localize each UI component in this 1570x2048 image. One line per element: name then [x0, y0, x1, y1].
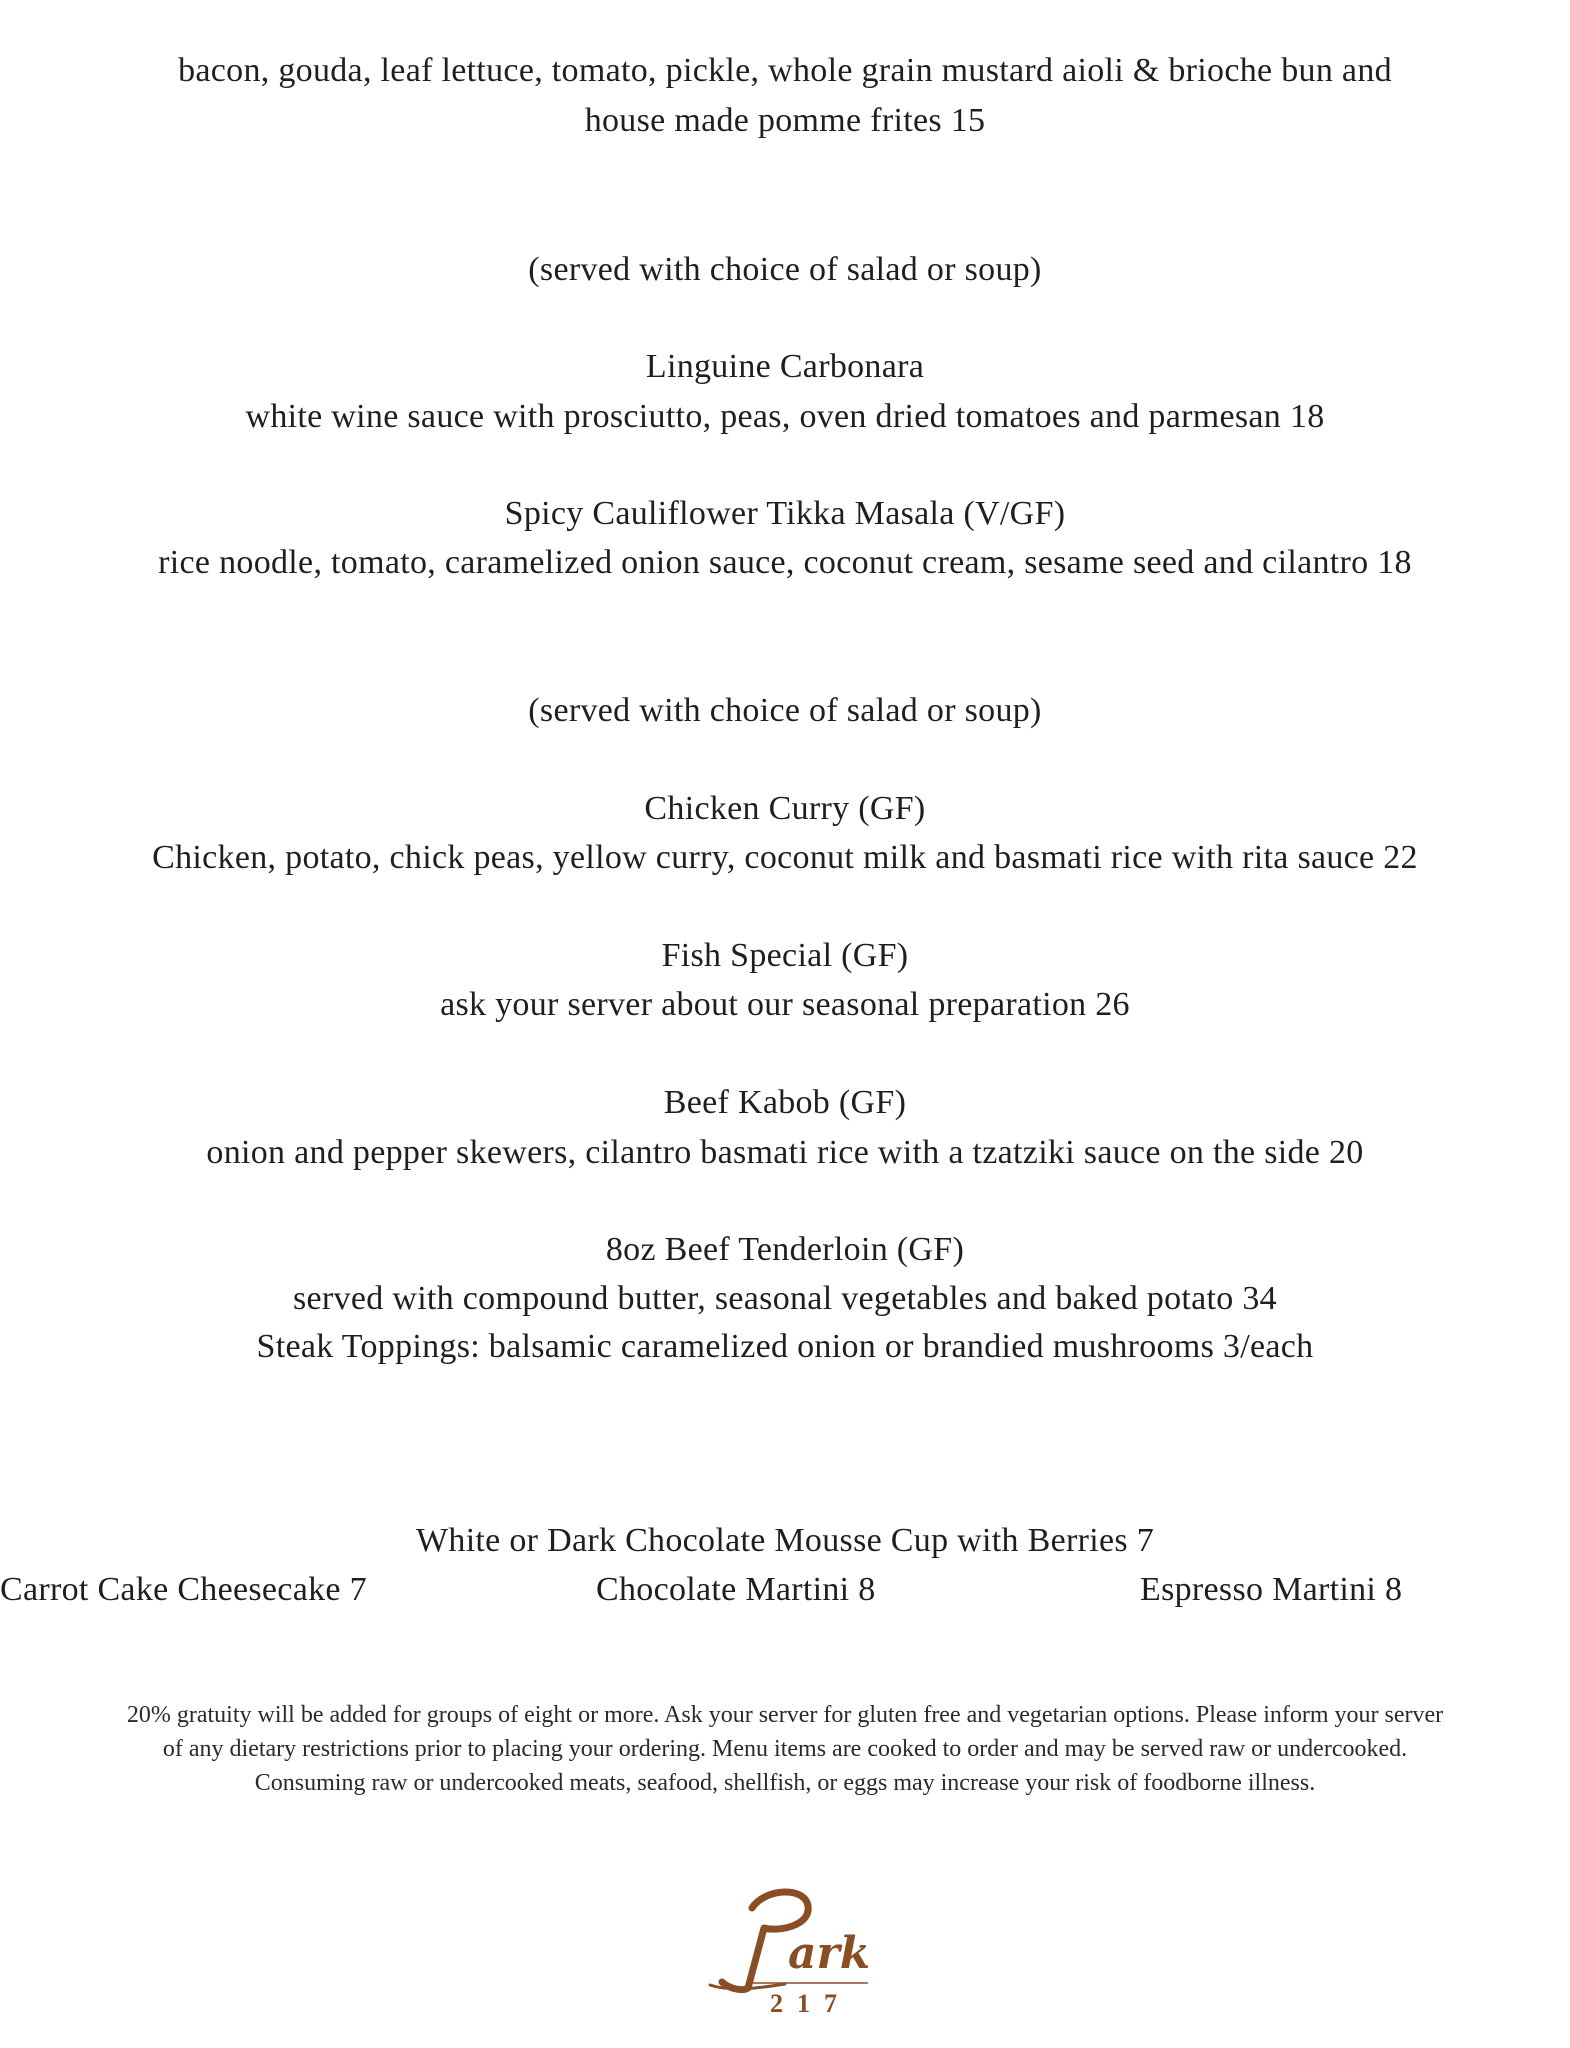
disclaimer-line-2: of any dietary restrictions prior to placing your ordering. Menu items are cooked to order and may be served raw or undercooked. [162, 1736, 1408, 1762]
logo-wordmark-text: ark [788, 1928, 871, 1979]
entree-section-note: (served with choice of salad or soup) [528, 692, 1042, 729]
park-217-logo [690, 1880, 890, 2025]
pasta-section-note: (served with choice of salad or soup) [528, 251, 1042, 288]
dessert-item-espresso-martini: Espresso Martini 8 [1140, 1571, 1403, 1608]
menu-item-description-chicken-curry: Chicken, potato, chick peas, yellow curry, coconut milk and basmati rice with rita sauce 22 [152, 839, 1418, 876]
disclaimer-line-1: 20% gratuity will be added for groups of eight or more. Ask your server for gluten free and vegetarian options. Please inform your server [126, 1702, 1444, 1728]
menu-item-description-linguine: white wine sauce with prosciutto, peas, oven dried tomatoes and parmesan 18 [245, 398, 1325, 435]
menu-item-title-tikka-masala: Spicy Cauliflower Tikka Masala (V/GF) [504, 495, 1066, 532]
menu-item-title-fish-special: Fish Special (GF) [661, 937, 909, 974]
dessert-row [0, 1565, 1570, 1615]
disclaimer [0, 1698, 1570, 1800]
menu-item-description-fish-special: ask your server about our seasonal preparation 26 [440, 986, 1130, 1023]
menu-item-title-chicken-curry: Chicken Curry (GF) [644, 790, 926, 827]
logo-number: 217 [770, 1989, 851, 2018]
dessert-item-carrot-cake: Carrot Cake Cheesecake 7 [0, 1571, 367, 1608]
menu-item-description-tikka-masala: rice noodle, tomato, caramelized onion sauce, coconut cream, sesame seed and cilantro 18 [158, 544, 1412, 581]
burger-description-line-2: house made pomme frites 15 [584, 102, 986, 139]
menu-item-description-beef-kabob: onion and pepper skewers, cilantro basmati rice with a tzatziki sauce on the side 20 [206, 1134, 1364, 1171]
park-217-logo-graphic [690, 1880, 890, 2025]
disclaimer-line-3: Consuming raw or undercooked meats, seafood, shellfish, or eggs may increase your risk of foodborne illness. [254, 1770, 1316, 1796]
menu-item-description-beef-tenderloin: served with compound butter, seasonal vegetables and baked potato 34 [293, 1280, 1277, 1317]
dessert-featured: White or Dark Chocolate Mousse Cup with Berries 7 [416, 1522, 1154, 1559]
burger-description-line-1: bacon, gouda, leaf lettuce, tomato, pickle, whole grain mustard aioli & brioche bun and [178, 52, 1392, 89]
menu-item-title-beef-tenderloin: 8oz Beef Tenderloin (GF) [605, 1231, 965, 1268]
menu-item-extra-steak-toppings: Steak Toppings: balsamic caramelized onion or brandied mushrooms 3/each [256, 1328, 1314, 1365]
dessert-item-chocolate-martini: Chocolate Martini 8 [596, 1571, 876, 1608]
menu-item-title-linguine: Linguine Carbonara [645, 348, 925, 385]
menu-item-title-beef-kabob: Beef Kabob (GF) [663, 1084, 907, 1121]
